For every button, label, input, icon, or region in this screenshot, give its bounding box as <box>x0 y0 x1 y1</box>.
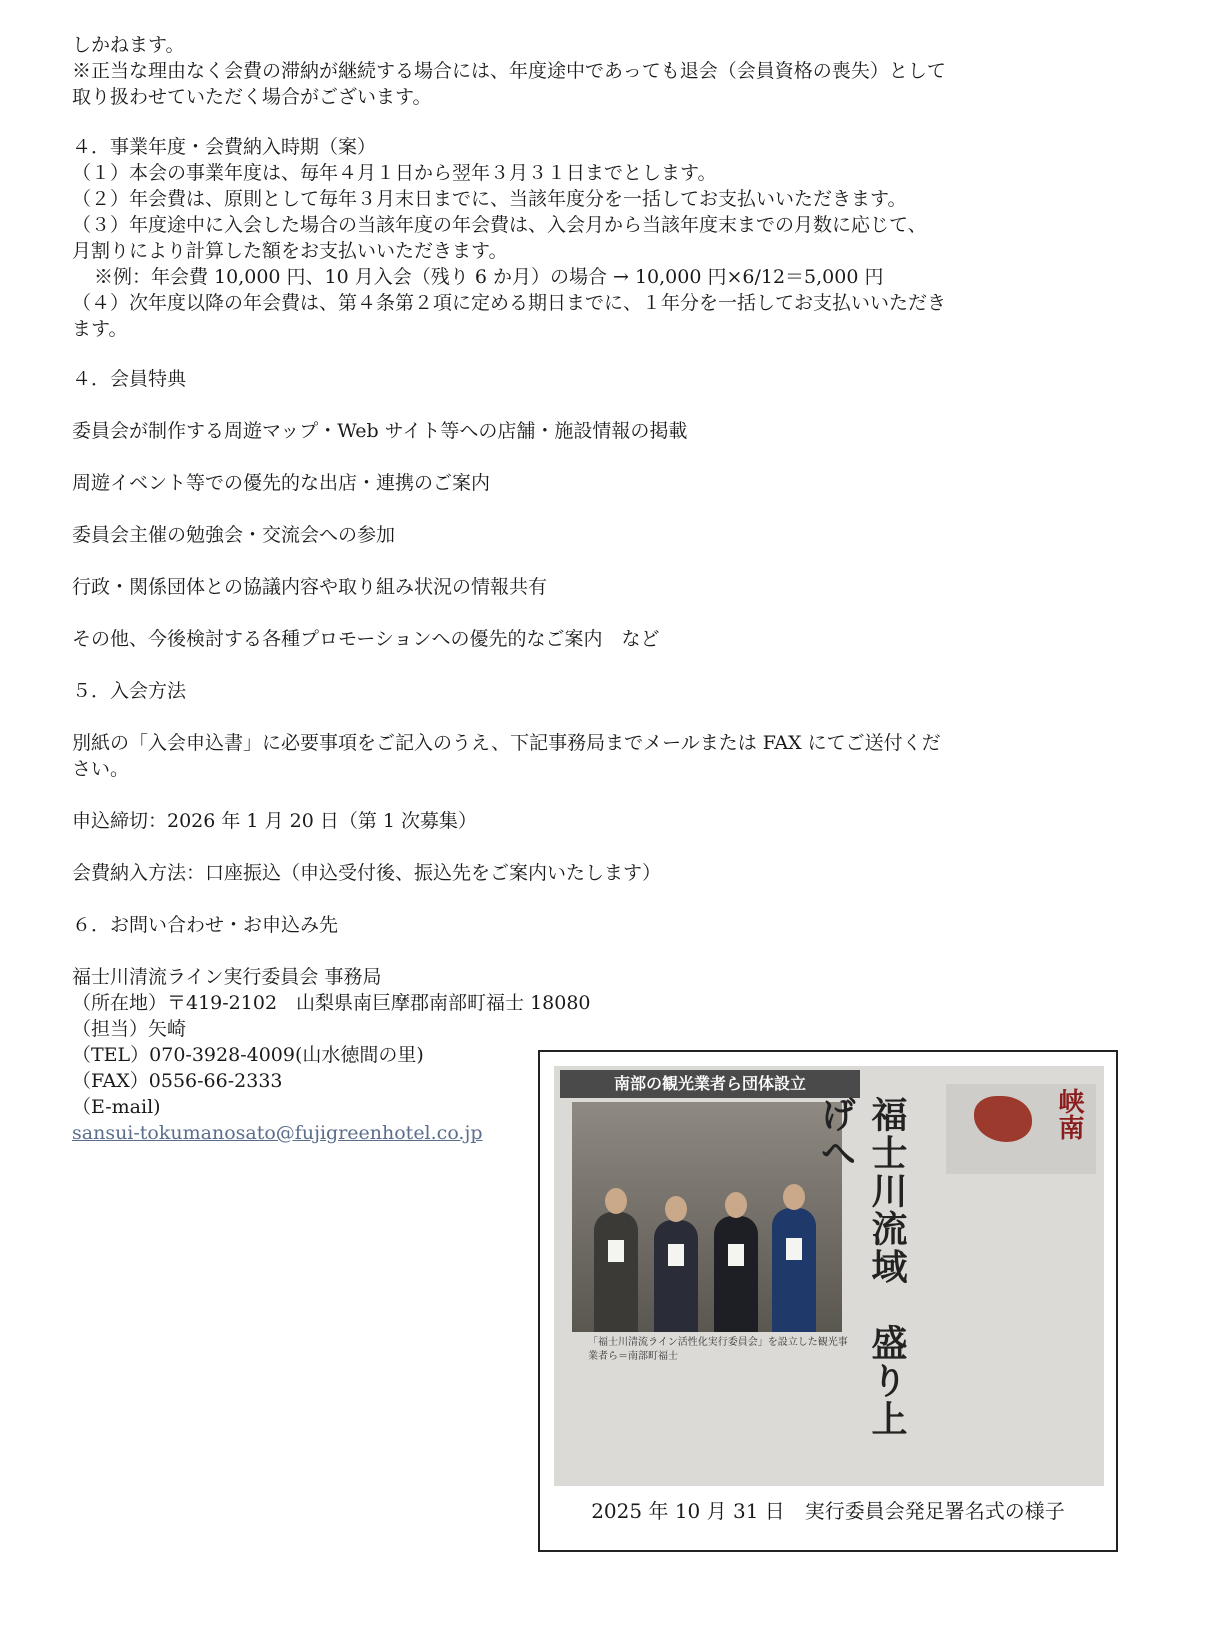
contact-email-label: （E-mail) <box>72 1096 161 1118</box>
clipping-region-box <box>946 1084 1096 1174</box>
contact-person: （担当）矢崎 <box>72 1018 187 1040</box>
document-body <box>72 32 1122 1146</box>
fy-item-4-cont: ます。 <box>72 318 128 340</box>
join-deadline: 申込締切：2026 年 1 月 20 日（第 1 次募集） <box>72 810 477 832</box>
fy-item-2: （２）年会費は、原則として毎年３月末日までに、当該年度分を一括してお支払いいただきます。 <box>72 188 907 210</box>
join-body: 別紙の「入会申込書」に必要事項をご記入のうえ、下記事務局までメールまたは FAX にてご送付くだ <box>72 732 941 754</box>
benefit-item: その他、今後検討する各種プロモーションへの優先的なご案内 など <box>72 628 660 650</box>
benefit-item: 行政・関係団体との協議内容や取り組み状況の情報共有 <box>72 576 548 598</box>
intro-note: ※正当な理由なく会費の滞納が継続する場合には、年度途中であっても退会（会員資格の喪失）として <box>72 60 946 82</box>
intro-line: しかねます。 <box>72 34 185 56</box>
section-join-heading: ５．入会方法 <box>72 680 187 702</box>
fy-item-3: （３）年度途中に入会した場合の当該年度の年会費は、入会月から当該年度末までの月数に応じて、 <box>72 214 927 236</box>
clipping-photo-caption: 「福士川清流ライン活性化実行委員会」を設立した観光事業者ら＝南部町福士 <box>588 1337 848 1362</box>
clipping-region-title: 峡南 <box>1054 1088 1084 1140</box>
figure-caption: 2025 年 10 月 31 日 実行委員会発足署名式の様子 <box>591 1499 1065 1523</box>
benefit-item: 委員会主催の勉強会・交流会への参加 <box>72 524 396 546</box>
clipping-photo <box>572 1102 842 1332</box>
newspaper-clipping-image <box>554 1066 1104 1486</box>
fy-example: ※例：年会費 10,000 円、10 月入会（残り 6 か月）の場合 → 10,000 円×6/12＝5,000 円 <box>94 266 884 288</box>
join-body-cont: さい。 <box>72 758 130 780</box>
contact-org: 福士川清流ライン実行委員会 事務局 <box>72 966 382 988</box>
clipping-headline: 福士川流域 盛り上げへ <box>815 1096 907 1438</box>
newspaper-clipping-figure <box>538 1050 1118 1552</box>
region-map-icon <box>974 1096 1032 1142</box>
benefit-item: 周遊イベント等での優先的な出店・連携のご案内 <box>72 472 491 494</box>
section-fy-heading: ４．事業年度・会費納入時期（案） <box>72 136 377 158</box>
contact-tel: （TEL）070-3928-4009(山水徳間の里) <box>72 1044 424 1066</box>
clipping-banner: 南部の観光業者ら団体設立 <box>560 1070 860 1098</box>
section-contact-heading: ６．お問い合わせ・お申込み先 <box>72 914 339 936</box>
intro-note-cont: 取り扱わせていただく場合がございます。 <box>72 86 432 108</box>
contact-address: （所在地）〒419-2102 山梨県南巨摩郡南部町福士 18080 <box>72 992 591 1014</box>
contact-email-link[interactable]: sansui-tokumanosato@fujigreenhotel.co.jp <box>72 1122 483 1144</box>
contact-fax: （FAX）0556-66-2333 <box>72 1070 283 1092</box>
fy-item-1: （１）本会の事業年度は、毎年４月１日から翌年３月３１日までとします。 <box>72 162 717 184</box>
benefit-item: 委員会が制作する周遊マップ・Web サイト等への店舗・施設情報の掲載 <box>72 420 688 442</box>
fy-item-3-cont: 月割りにより計算した額をお支払いいただきます。 <box>72 240 508 262</box>
section-benefits-heading: ４．会員特典 <box>72 368 187 390</box>
join-payment: 会費納入方法：口座振込（申込受付後、振込先をご案内いたします） <box>72 862 662 884</box>
fy-item-4: （４）次年度以降の年会費は、第４条第２項に定める期日までに、１年分を一括してお支払いいただき <box>72 292 947 314</box>
